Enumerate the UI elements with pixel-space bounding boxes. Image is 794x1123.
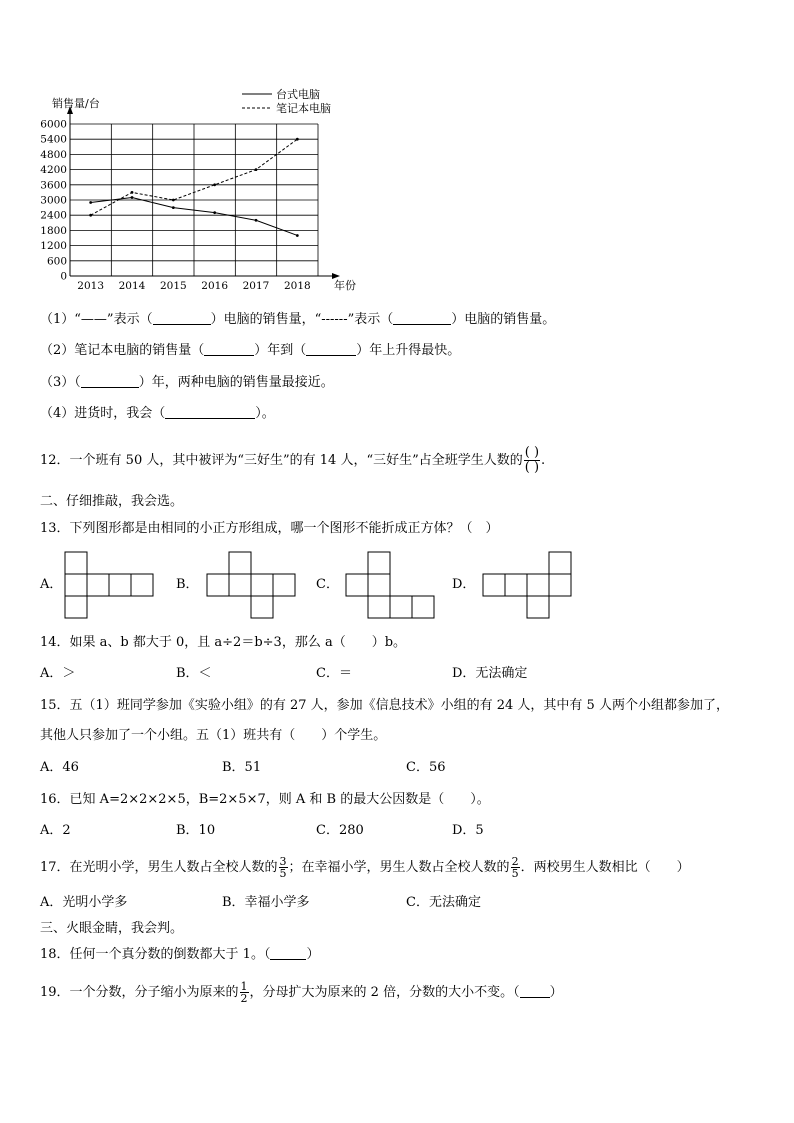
q14-option-c[interactable]: C．＝ xyxy=(316,666,352,681)
q11-part1: （1）“——”表示（ ）电脑的销售量，“------”表示（ ）电脑的销售量。 xyxy=(40,312,556,327)
fraction-one-half: $\frac{1}{2}$ xyxy=(240,980,248,1005)
answer-blank[interactable] xyxy=(153,311,211,325)
dashed-line-mark: ------ xyxy=(321,312,348,327)
x-tick-label: 2013 xyxy=(77,280,105,292)
x-tick-label: 2014 xyxy=(118,280,146,292)
y-tick-label: 2400 xyxy=(40,209,67,222)
q17-option-b[interactable]: B．幸福小学多 xyxy=(222,895,310,910)
q17-option-a[interactable]: A．光明小学多 xyxy=(40,895,128,910)
answer-blank[interactable] xyxy=(270,946,306,960)
answer-blank[interactable] xyxy=(520,984,550,998)
y-tick-label: 600 xyxy=(46,255,67,268)
sales-line-chart xyxy=(40,84,360,294)
q15-option-c[interactable]: C．56 xyxy=(406,760,446,775)
cube-net-d xyxy=(482,551,576,623)
x-tick-label: 2018 xyxy=(283,280,311,292)
data-point xyxy=(255,168,258,171)
data-point xyxy=(89,201,92,204)
chart-legend xyxy=(242,87,331,115)
q16-option-b[interactable]: B．10 xyxy=(176,823,216,838)
cube-net-a xyxy=(64,551,158,623)
x-axis-label: 年份 xyxy=(334,279,356,292)
question-15-line1: 15．五（1）班同学参加《实验小组》的有 27 人，参加《信息技术》小组的有 24 人，其中有 5 人两个小组都参加了， xyxy=(40,698,729,713)
chart-grid xyxy=(70,124,318,276)
data-point xyxy=(255,219,258,222)
chart-axes xyxy=(67,106,340,279)
y-tick-label: 4200 xyxy=(40,164,67,177)
answer-blank[interactable] xyxy=(81,374,139,388)
q13-option-a[interactable]: A． xyxy=(40,577,63,592)
solid-line-mark: —— xyxy=(80,312,107,327)
question-19: 19．一个分数，分子缩小为原来的 $\frac{1}{2}$ ，分母扩大为原来的 2 倍，分数的大小不变。（ ） xyxy=(40,980,563,1005)
question-13: 13．下列图形都是由相同的小正方形组成，哪一个图形不能折成正方体？（ ） xyxy=(40,521,499,536)
data-point xyxy=(131,196,134,199)
q16-option-a[interactable]: A．2 xyxy=(40,823,71,838)
answer-blank[interactable] xyxy=(204,342,254,356)
data-point xyxy=(89,214,92,217)
q14-option-a[interactable]: A．＞ xyxy=(40,666,76,681)
question-18: 18．任何一个真分数的倒数都大于 1。（ ） xyxy=(40,947,320,962)
y-tick-label: 6000 xyxy=(40,118,67,131)
q16-option-d[interactable]: D．5 xyxy=(452,823,484,838)
answer-blank[interactable] xyxy=(306,342,356,356)
question-12: 12．一个班有 50 人，其中被评为“三好生”的有 14 人，“三好生”占全班学生人数的 $\frac{( )}{( )}$ . xyxy=(40,445,546,475)
chart-labels xyxy=(40,96,356,292)
y-tick-label: 3000 xyxy=(40,194,67,207)
fraction-blank[interactable]: $\frac{( )}{( )}$ xyxy=(524,445,540,475)
data-point xyxy=(296,138,299,141)
question-16: 16．已知 A=2×2×2×5，B=2×5×7，则 A 和 B 的最大公因数是（ ）。 xyxy=(40,792,490,807)
x-tick-label: 2017 xyxy=(242,280,270,292)
q13-option-d[interactable]: D． xyxy=(452,577,476,592)
y-axis-label: 销售量/台 xyxy=(52,97,100,110)
q11-part4: （4）进货时，我会（ ）。 xyxy=(40,406,275,421)
data-point xyxy=(213,211,216,214)
fraction-three-fifths: $\frac{3}{5}$ xyxy=(279,855,287,880)
q14-option-b[interactable]: B．＜ xyxy=(176,666,212,681)
question-17: 17．在光明小学，男生人数占全校人数的 $\frac{3}{5}$ ；在幸福小学，男生人数占全校人数的 $\frac{2}{5}$ ．两校男生人数相比（ ） xyxy=(40,855,690,880)
q17-option-c[interactable]: C．无法确定 xyxy=(406,895,481,910)
y-tick-label: 1200 xyxy=(40,240,67,253)
q13-option-b[interactable]: B． xyxy=(176,577,199,592)
section-3-heading: 三、火眼金睛，我会判。 xyxy=(40,921,184,936)
q14-option-d[interactable]: D．无法确定 xyxy=(452,666,528,681)
data-point xyxy=(172,206,175,209)
y-tick-label: 4800 xyxy=(40,148,67,161)
section-2-heading: 二、仔细推敲，我会选。 xyxy=(40,494,184,509)
q11-part2: （2）笔记本电脑的销售量（ ）年到（ ）年上升得最快。 xyxy=(40,343,461,358)
answer-blank[interactable] xyxy=(393,311,451,325)
y-tick-label: 0 xyxy=(60,270,67,283)
question-14: 14．如果 a、b 都大于 0，且 a÷2＝b÷3，那么 a（ ）b。 xyxy=(40,635,407,650)
answer-blank[interactable] xyxy=(165,405,255,419)
legend-label: 台式电脑 xyxy=(276,88,320,101)
q16-option-c[interactable]: C．280 xyxy=(316,823,364,838)
q15-option-b[interactable]: B．51 xyxy=(222,760,262,775)
fraction-two-fifths: $\frac{2}{5}$ xyxy=(511,855,519,880)
data-point xyxy=(131,191,134,194)
y-tick-label: 3600 xyxy=(40,179,67,192)
q13-option-c[interactable]: C． xyxy=(316,577,339,592)
legend-label: 笔记本电脑 xyxy=(276,102,331,115)
cube-net-b xyxy=(206,551,300,623)
data-point xyxy=(213,183,216,186)
data-point xyxy=(172,199,175,202)
x-tick-label: 2016 xyxy=(201,280,229,292)
question-15-line2: 其他人只参加了一个小组。五（1）班共有（ ）个学生。 xyxy=(40,728,387,743)
q15-option-a[interactable]: A．46 xyxy=(40,760,79,775)
data-point xyxy=(296,234,299,237)
x-tick-label: 2015 xyxy=(159,280,187,292)
cube-net-c xyxy=(345,551,439,623)
q11-part3: （3）（ ）年，两种电脑的销售量最接近。 xyxy=(40,375,334,390)
y-tick-label: 5400 xyxy=(40,133,67,146)
y-tick-label: 1800 xyxy=(40,224,67,237)
